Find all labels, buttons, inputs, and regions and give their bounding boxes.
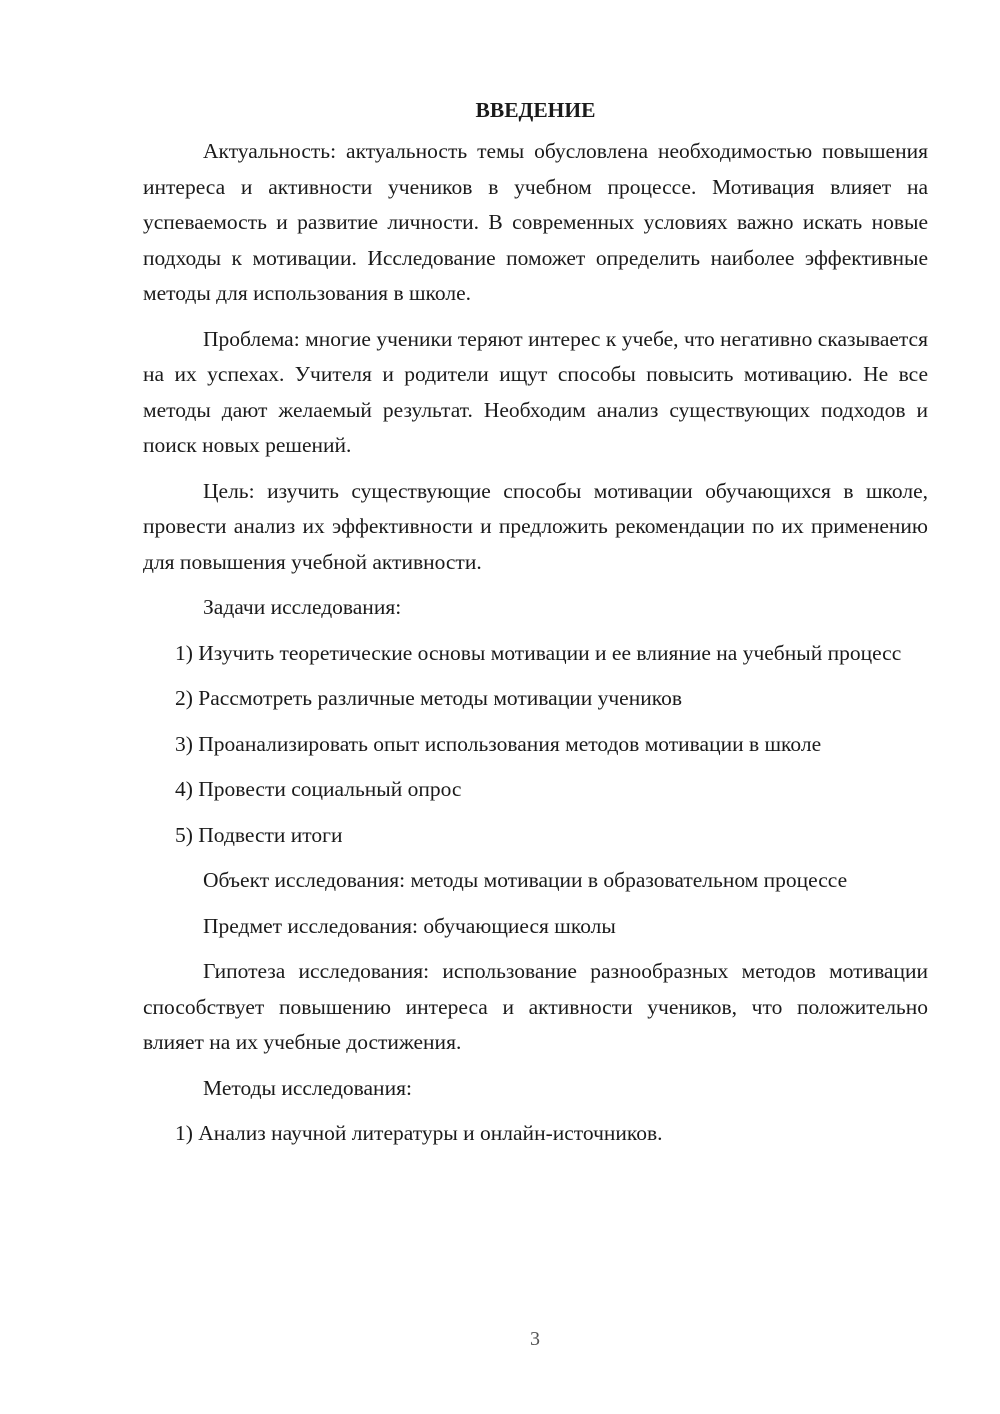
paragraph-problem: Проблема: многие ученики теряют интерес к учебе, что негативно сказывается на их успехах. Учителя и родители ищут способы повысить мотивацию. Не все методы дают желаемый результат. Необходим анализ существующих подходов и поиск новых решений. [143, 326, 928, 457]
task-item-2: 2) Рассмотреть различные методы мотивации учеников [175, 686, 682, 710]
paragraph-relevance: Актуальность: актуальность темы обусловлена необходимостью повышения интереса и активности учеников в учебном процессе. Мотивация влияет на успеваемость и развитие личности. В современных условиях важно искать новые подходы к мотивации. Исследование поможет определить наиболее эффективные методы для использования в школе. [143, 139, 928, 305]
tasks-heading: Задачи исследования: [203, 595, 402, 619]
task-item-1: 1) Изучить теоретические основы мотивации и ее влияние на учебный процесс [175, 640, 902, 665]
task-item-4: 4) Провести социальный опрос [175, 777, 462, 801]
method-item-1: 1) Анализ научной литературы и онлайн-источников. [175, 1121, 663, 1145]
task-item-3: 3) Проанализировать опыт использования методов мотивации в школе [175, 731, 822, 756]
document-page [143, 96, 928, 1152]
paragraph-object: Объект исследования: методы мотивации в образовательном процессе [203, 868, 848, 892]
methods-heading: Методы исследования: [203, 1075, 412, 1100]
page-title: ВВЕДЕНИЕ [475, 98, 596, 122]
task-item-5: 5) Подвести итоги [175, 822, 343, 847]
paragraph-hypothesis: Гипотеза исследования: использование разнообразных методов мотивации способствует повышению интереса и активности учеников, что положительно влияет на их учебные достижения. [143, 959, 928, 1054]
page-number: 3 [530, 1328, 540, 1350]
paragraph-subject: Предмет исследования: обучающиеся школы [203, 913, 616, 938]
paragraph-goal: Цель: изучить существующие способы мотивации обучающихся в школе, провести анализ их эффективности и предложить рекомендации по их применению для повышения учебной активности. [143, 478, 928, 574]
